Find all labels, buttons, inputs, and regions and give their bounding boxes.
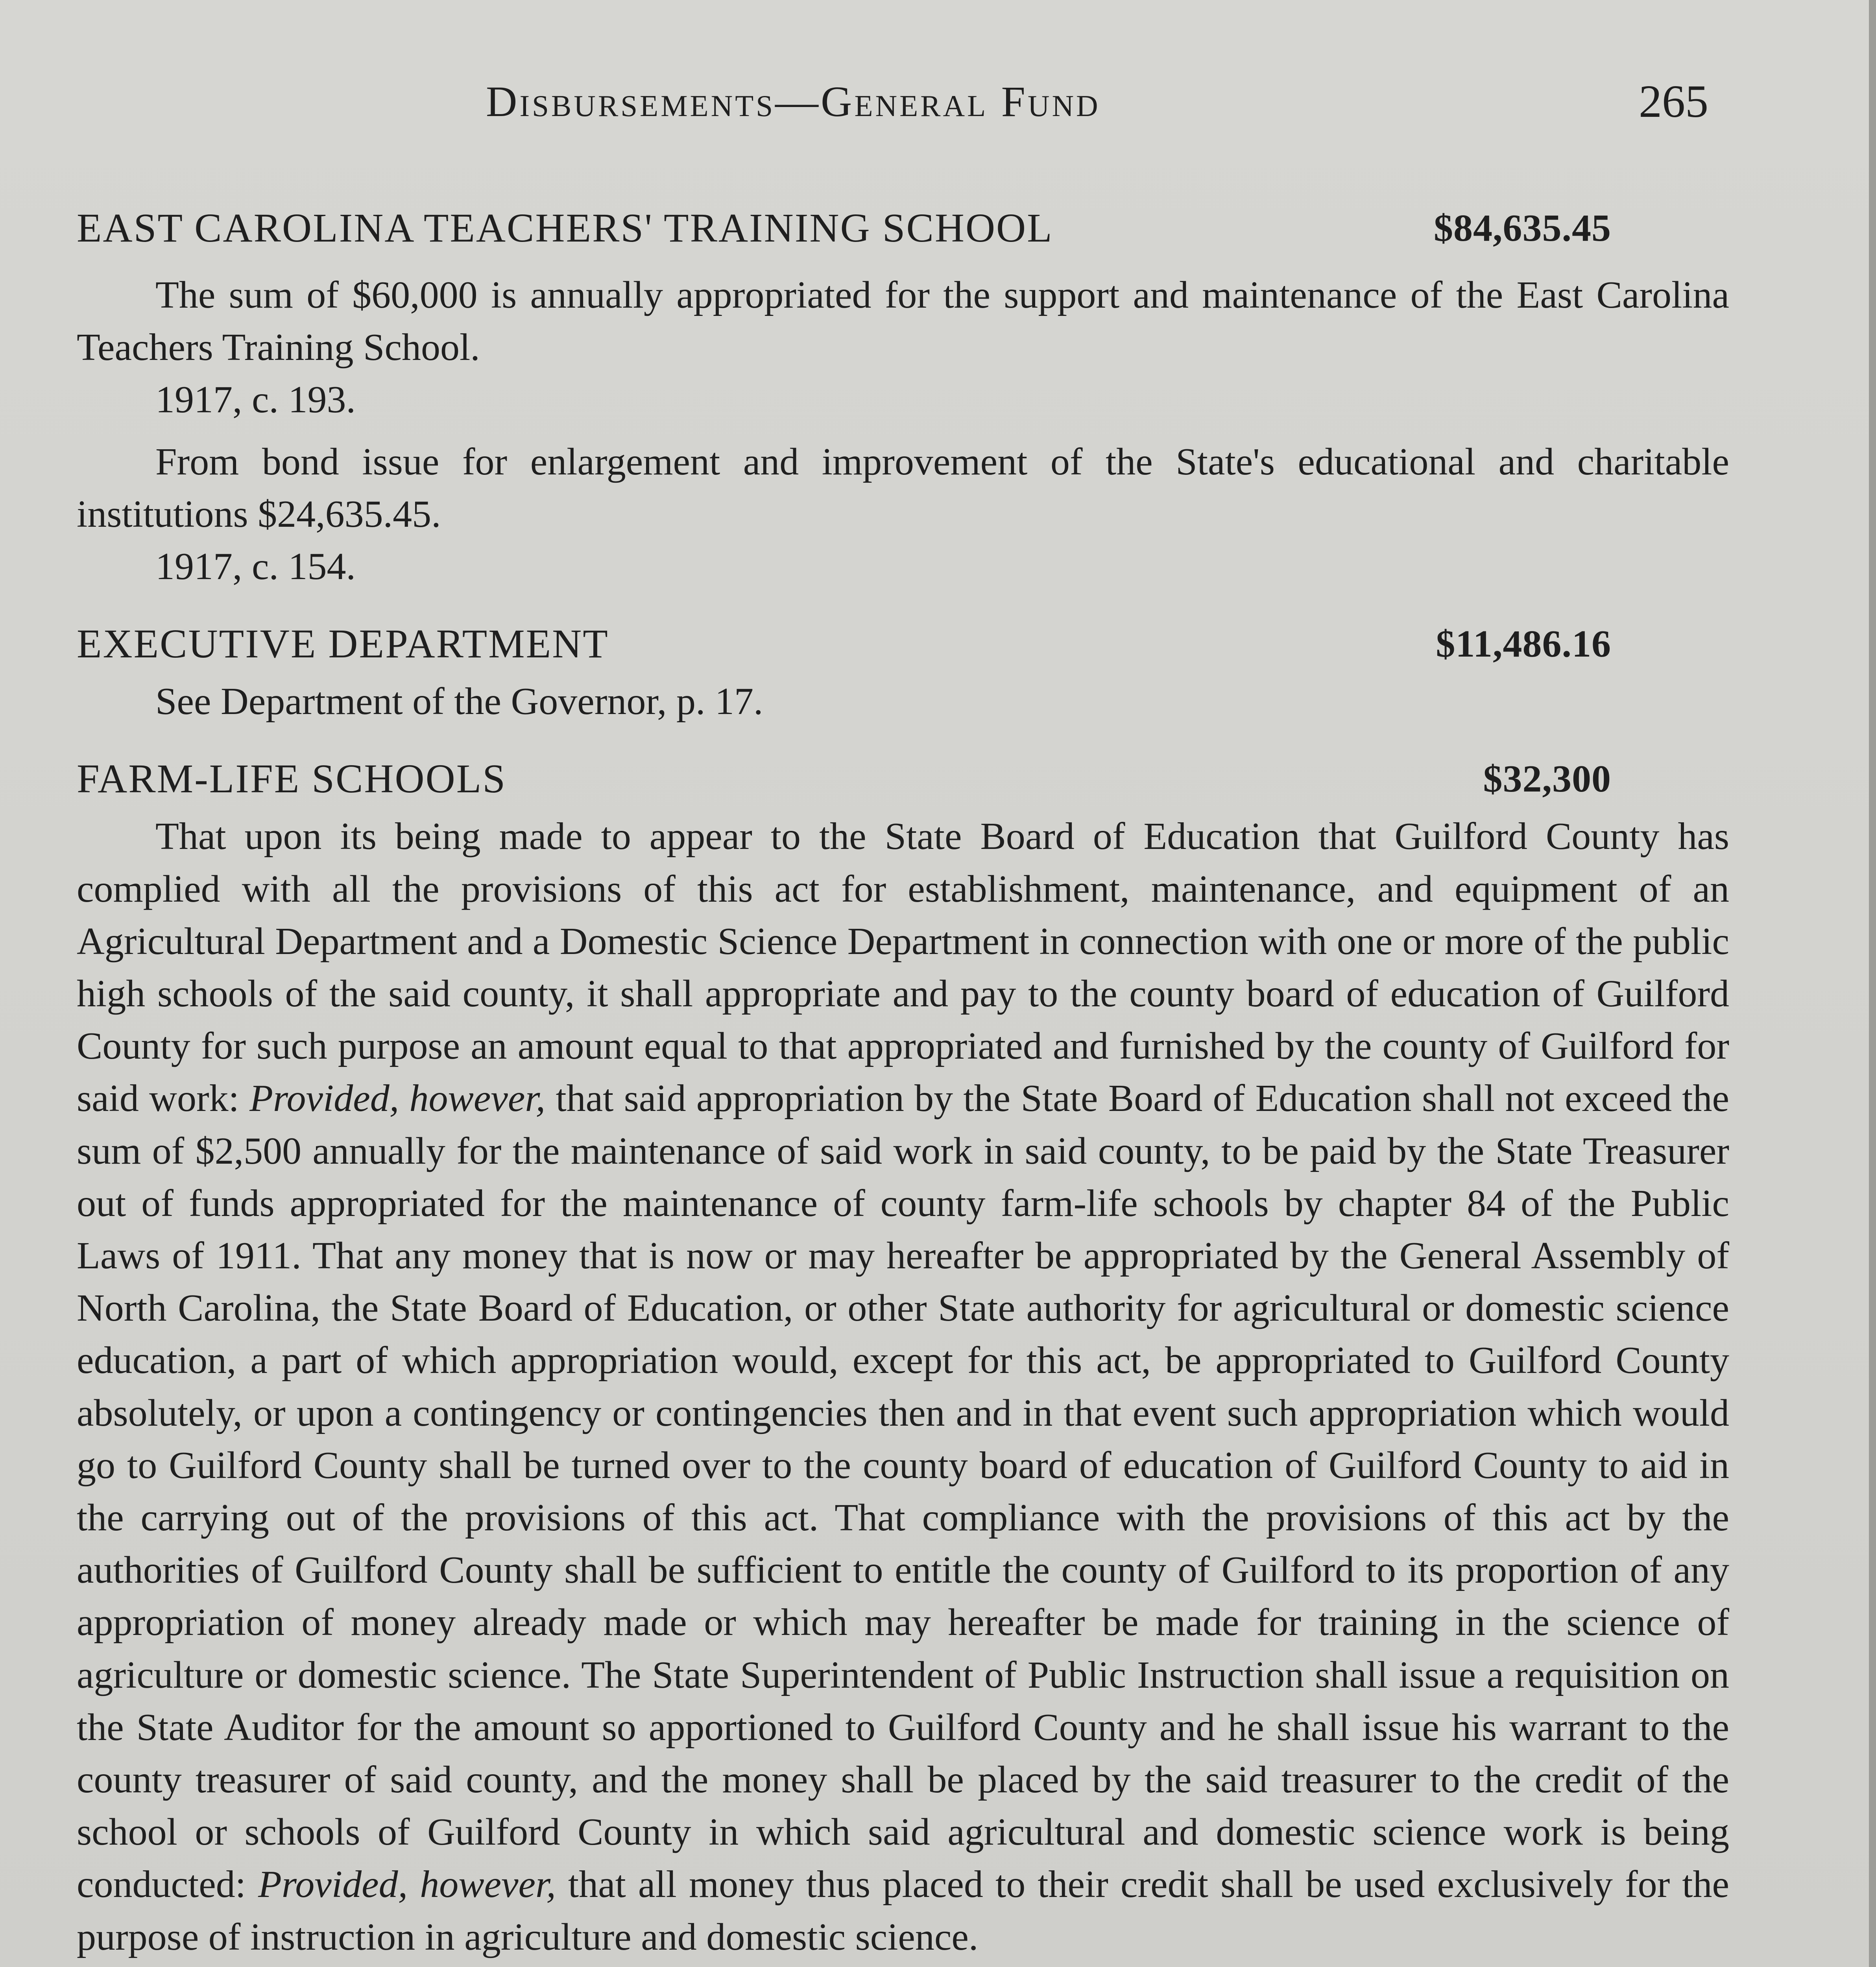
paragraph (77, 1963, 1729, 1967)
text-run: that said appropriation by the State Board of Education shall not exceed the sum of $2,500 annually for the maintenance of said work in said county, to be paid by the State Treasurer out of funds appropriated for the maintenance of county farm-life schools by chapter 84 of the Public Laws of 1911. That any money that is now or may hereafter be appropriated by the General Assembly of North Carolina, the State Board of Education, or other State authority for agricultural or domestic science education, a part of which appropriation would, except for this act, be appropriated to Guilford County absolutely, or upon a contingency or contingencies then and in that event such appropriation which would go to Guilford County shall be turned over to the county board of education of Guilford County to aid in the carrying out of the provisions of this act. That compliance with the provisions of this act by the authorities of Guilford County shall be sufficient to entitle the county of Guilford to its proportion of any appropriation of money already made or which may hereafter be made for training in the science of agriculture or domestic science. The State Superintendent of Public Instruction shall issue a requisition on the State Auditor for the amount so apportioned to Guilford County and he shall issue his warrant to the county treasurer of said county, and the money shall be placed by the said treasurer to the credit of the school or schools of Guilford County in which said agricultural and domestic science work is being conducted: (77, 1077, 1729, 1906)
italic-proviso: Provided, however, (258, 1863, 556, 1906)
section-heading-east-carolina (77, 197, 1611, 260)
statute-citation: 1917, c. 193. (155, 378, 356, 421)
section-heading-executive-department (77, 613, 1611, 675)
statute-citation: 1917, c. 154. (155, 545, 356, 588)
paragraph: From bond issue for enlargement and improvement of the State's educational and charitable institutions $24,635.45. (77, 440, 1729, 535)
section-amount: $11,486.16 (1436, 623, 1611, 666)
page-number: 265 (1639, 76, 1708, 127)
section-title: EXECUTIVE DEPARTMENT (77, 621, 609, 667)
cross-reference: See Department of the Governor, p. 17. (155, 680, 763, 723)
page-edge (1869, 0, 1876, 1967)
running-head: Disbursements—General Fund (486, 77, 1100, 125)
section-title: FARM-LIFE SCHOOLS (77, 756, 507, 802)
section-amount: $32,300 (1483, 758, 1611, 801)
section-amount: $84,635.45 (1434, 207, 1611, 249)
section-title: EAST CAROLINA TEACHERS' TRAINING SCHOOL (77, 205, 1053, 251)
page-body (77, 197, 1729, 1967)
paragraph: The sum of $60,000 is annually appropriated for the support and maintenance of the East Carolina Teachers Training School. (77, 274, 1729, 369)
text-run: that all money thus placed to their credit shall be used exclusively for the purpose of instruction in agriculture and domestic science. (77, 1863, 1730, 1958)
italic-proviso: Provided, however, (249, 1077, 546, 1120)
text-run: That upon its being made to appear to the State Board of Education that Guilford County has complied with all the provisions of this act for establishment, maintenance, and equipment of an Agricultural Department and a Domestic Science Department in connection with one or more of the public high schools of the said county, it shall appropriate and pay to the county board of education of Guilford County for such purpose an amount equal to that appropriated and furnished by the county of Guilford for said work: (77, 815, 1729, 1120)
section-heading-farm-life-schools (77, 747, 1611, 810)
paragraph (77, 810, 1729, 1963)
